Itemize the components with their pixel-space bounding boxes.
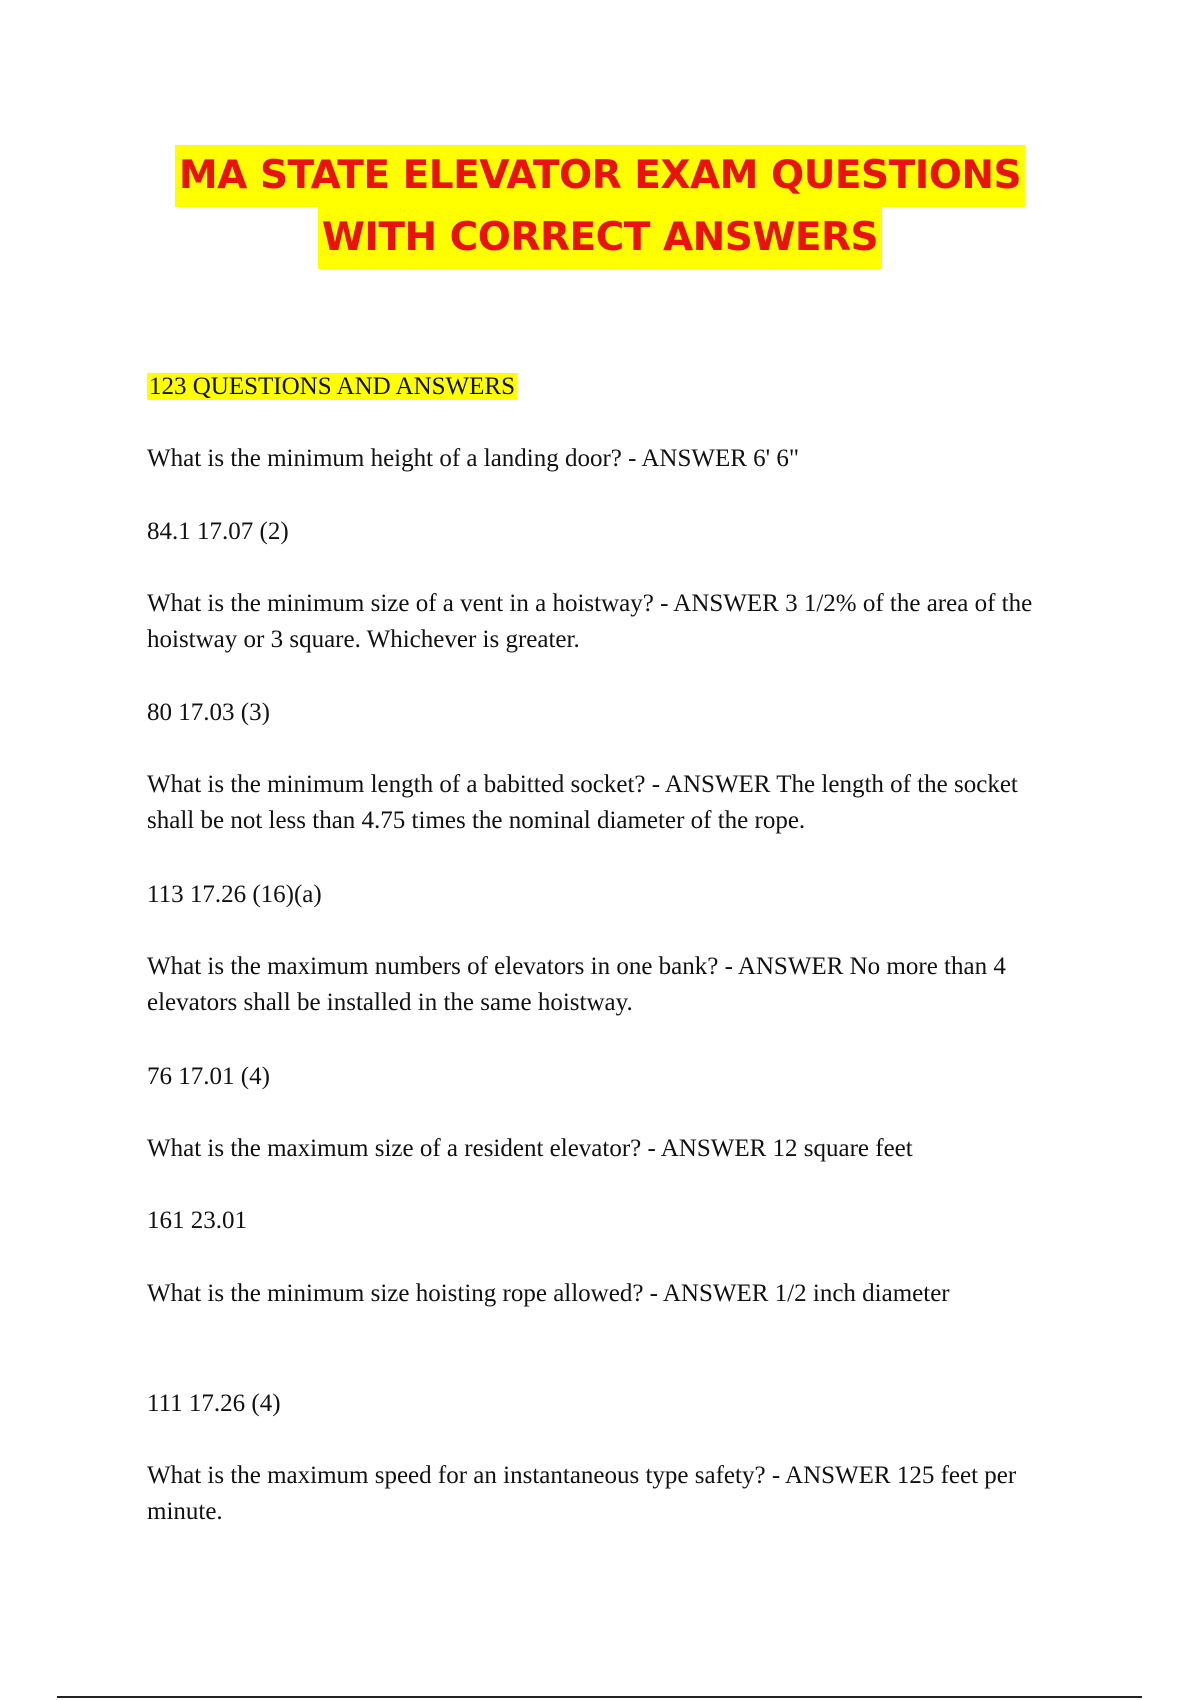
question-7: What is the maximum speed for an instantaneous type safety? - ANSWER 125 feet per minute. [147,1462,1017,1525]
question-6: What is the minimum size hoisting rope allowed? - ANSWER 1/2 inch diameter [147,1280,950,1307]
question-5: What is the maximum size of a resident elevator? - ANSWER 12 square feet [147,1135,913,1162]
reference-5: 161 23.01 [147,1207,247,1234]
bottom-divider [57,1696,1142,1698]
question-4: What is the maximum numbers of elevators in one bank? - ANSWER No more than 4 elevators shall be installed in the same hoistway. [147,953,1006,1016]
reference-2: 80 17.03 (3) [147,699,270,726]
reference-4: 76 17.01 (4) [147,1063,270,1090]
reference-6: 111 17.26 (4) [147,1390,281,1417]
question-3: What is the minimum length of a babitted socket? - ANSWER The length of the socket shall be not less than 4.75 times the nominal diameter of the rope. [147,771,1018,834]
document-title [0,145,1200,269]
question-2: What is the minimum size of a vent in a hoistway? - ANSWER 3 1/2% of the area of the hoistway or 3 square. Whichever is greater. [147,590,1033,653]
reference-1: 84.1 17.07 (2) [147,518,289,545]
questions-count-label: 123 QUESTIONS AND ANSWERS [149,373,516,400]
title-line-1: MA STATE ELEVATOR EXAM QUESTIONS [175,145,1025,207]
question-1: What is the minimum height of a landing door? - ANSWER 6' 6" [147,445,800,472]
title-line-2: WITH CORRECT ANSWERS [318,207,882,269]
reference-3: 113 17.26 (16)(a) [147,881,322,908]
questions-count-heading [147,369,517,405]
